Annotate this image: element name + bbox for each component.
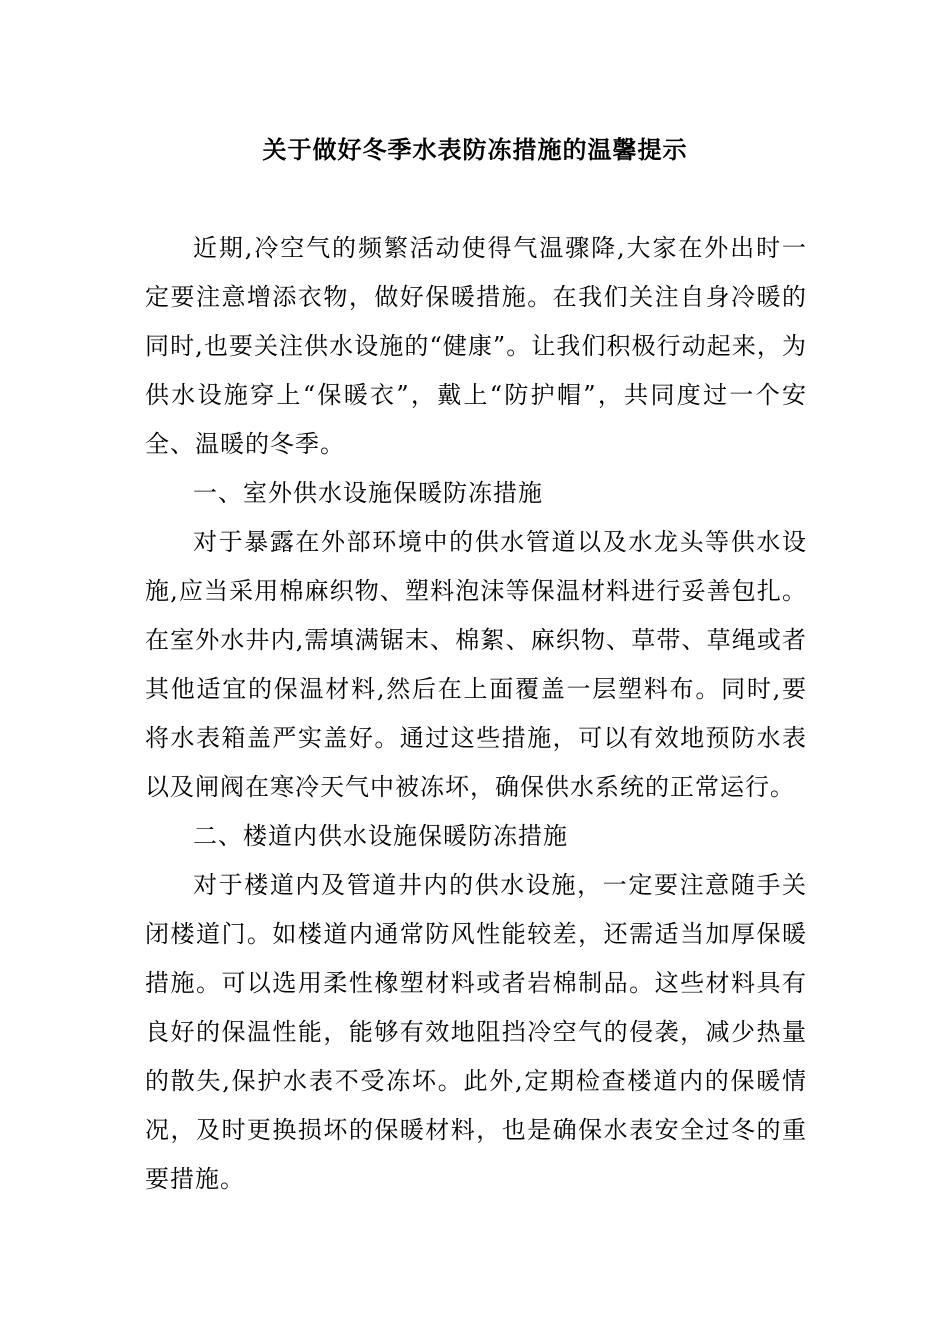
section-2-heading: 二、楼道内供水设施保暖防冻措施 <box>193 822 568 850</box>
document-body <box>145 224 807 1204</box>
document-title: 关于做好冬季水表防冻措施的温馨提示 <box>262 135 688 164</box>
intro-paragraph: 近期,冷空气的频繁活动使得气温骤降,大家在外出时一定要注意增添衣物，做好保暖措施。在我们关注自身冷暖的同时,也要关注供水设施的“健康”。让我们积极行动起来，为供水设施穿上“保暖衣”，戴上“防护帽”，共同度过一个安全、温暖的冬季。 <box>145 234 807 458</box>
section-2-paragraph: 对于楼道内及管道井内的供水设施，一定要注意随手关闭楼道门。如楼道内通常防风性能较差，还需适当加厚保暖措施。可以选用柔性橡塑材料或者岩棉制品。这些材料具有良好的保温性能，能够有效地阻挡冷空气的侵袭，减少热量的散失,保护水表不受冻坏。此外,定期检查楼道内的保暖情况，及时更换损坏的保暖材料，也是确保水表安全过冬的重要措施。 <box>145 871 807 1193</box>
section-1-heading: 一、室外供水设施保暖防冻措施 <box>193 479 543 507</box>
section-1-paragraph: 对于暴露在外部环境中的供水管道以及水龙头等供水设施,应当采用棉麻织物、塑料泡沫等保温材料进行妥善包扎。在室外水井内,需填满锯末、棉絮、麻织物、草带、草绳或者其他适宜的保温材料,然后在上面覆盖一层塑料布。同时,要将水表箱盖严实盖好。通过这些措施，可以有效地预防水表以及闸阀在寒冷天气中被冻坏，确保供水系统的正常运行。 <box>145 528 807 801</box>
